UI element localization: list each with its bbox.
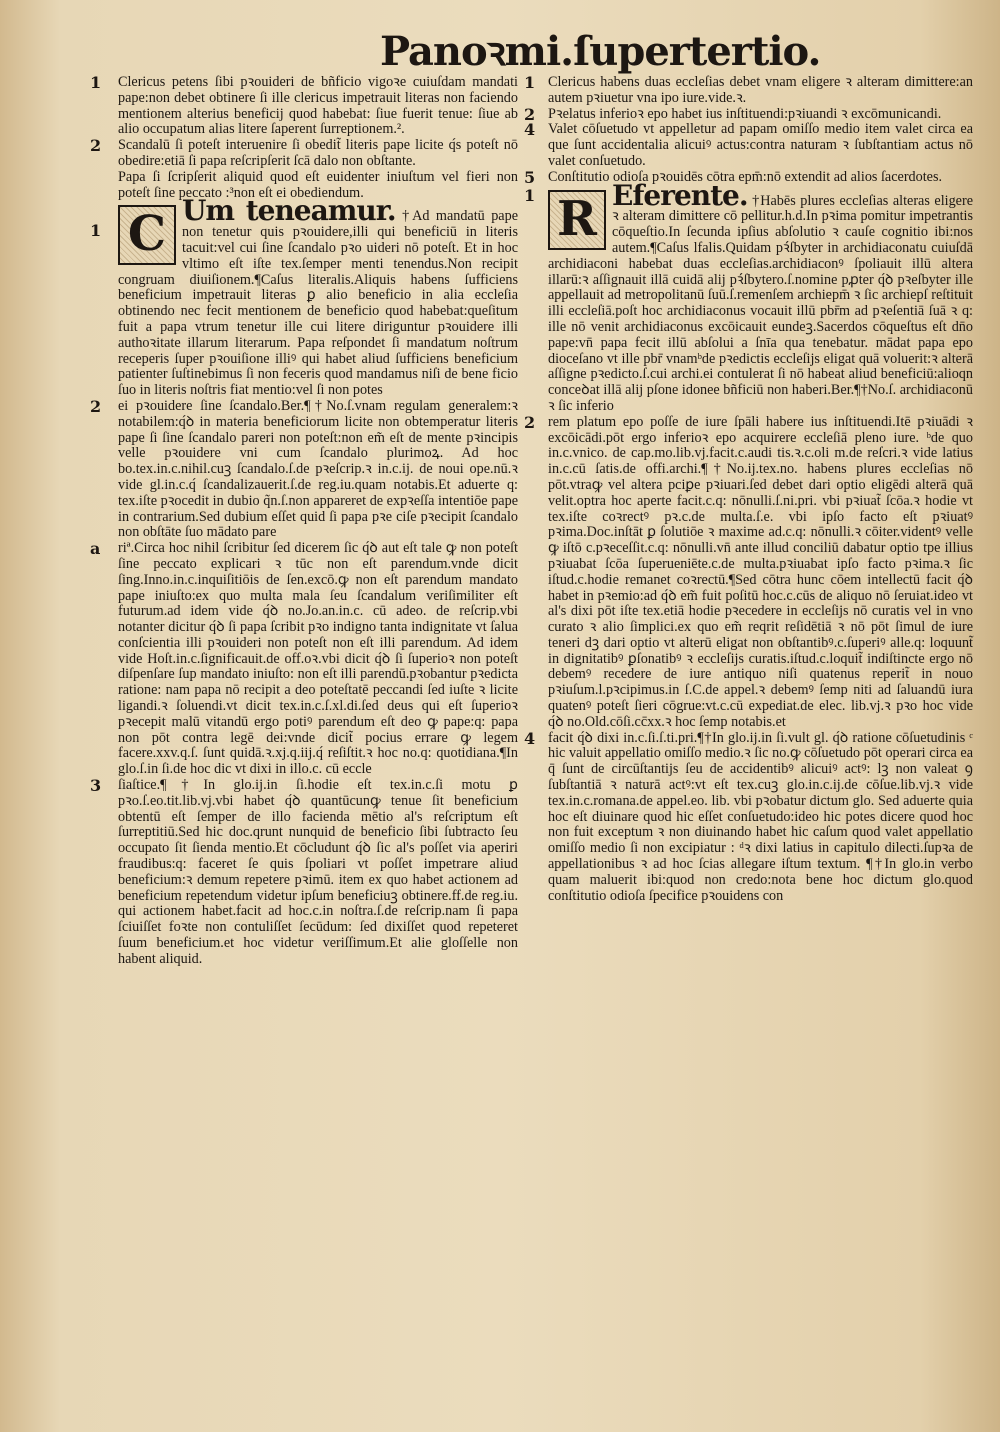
- commentary-item: [90, 776, 518, 968]
- incipit: Eferente.: [612, 178, 748, 212]
- commentary-paragraph: †Habēs plures eccleſias alteras eligere ꝛ alteram dimittere cō pellitur.h.d.In pꝛima pomitur impetrantis cōqueſtio.In ſecunda ipſius abſolutio ꝛ cauſe cognitio ibi:nos autem.¶Caſus lfalis.Quidam pꝛ́ſbyter in archidiaconatu cuiuſdā archidiaconi habebat duas eccleſias.archidiaconꝰ ſpoliauit illū altera illarū:ꝛ aſſignauit illā cuidā alij pꝛ́ſbytero.ſ.nomine pꝓter q́ꝺ pꝛeſbyter ille appellauit ad metropolitanū ſuū.ſ.remenſem archiepm̄ ꝛ ſic archiepſ reſtituit illi eccleſiā.poſt hoc archidiaconus vocauit illū pbr̄m ad pꝛeſentiā ſuā ꝛ q: ille nō venit archidiaconus excōicauit eundeꝫ.Sacerdos cōqueſtus eſt dn̄o pape:vn̄ papa fecit illū abſolui a ſnīa qua tenebatur. mādat papa epo dioceſano vt ille pbr̄ vnamᵇde pꝛedictis eccleſijs eligat quā voluerit:ꝛ alterā aſſigne pꝛedicto.ſ.cui archi.ei contulerat ſi nō habeat aliud beneficiū:alioqn conceꝺat illā alij pſone idonee bñficiū non haberi.Ber.¶†No.ſ. archidiaconū ꝛ ſic inferio: [548, 192, 973, 414]
- margin-number: 2: [90, 396, 102, 416]
- margin-number: a: [90, 539, 101, 559]
- summary-text: Papa ſi ſcripſerit aliquid quod eſt euidenter iniuſtum vel fieri non poteſt ſine peccato :³non eſt ei obediendum.: [118, 168, 518, 201]
- margin-number: 2: [90, 136, 102, 156]
- margin-number: 1: [90, 73, 102, 92]
- summary-item: [90, 136, 518, 170]
- summary-item: [524, 104, 973, 124]
- summary-text: Pꝛelatus inferioꝛ epo habet ius inſtituendi:pꝛiuandi ꝛ excōmunicandi.: [548, 105, 942, 122]
- summary-text: Clericus habens duas eccleſias debet vnam eligere ꝛ alteram dimittere:an autem pꝛiuetur vna ipo iure.vide.ꝛ.: [548, 74, 973, 106]
- decorated-initial: R: [548, 190, 606, 250]
- margin-number: 2: [524, 104, 536, 124]
- commentary-item: [524, 412, 973, 731]
- summary-text: Clericus petens ſibi pꝛouideri de bñficio vigoꝛe cuiuſdam mandati pape:non debet obtinere ſi ille clericus impetrauit literas non faciendo mentionem alterius beneficij quod habebat: ſiue fuerit tenue: ſiue ab alio occupatum alias litere ſaperent ſurreptionem.².: [118, 74, 518, 138]
- margin-number: 4: [524, 120, 536, 140]
- incipit: Um teneamur.: [182, 194, 396, 228]
- right-column: [524, 73, 973, 904]
- margin-number: 1: [90, 221, 102, 241]
- margin-number: 1: [524, 73, 536, 92]
- summary-item: [524, 120, 973, 169]
- chapter-heading: [90, 194, 518, 399]
- commentary-paragraph: facit q́ꝺ dixi in.c.ſi.ſ.ti.pri.¶†In glo.ij.in ſi.vult gl. q́ꝺ ratione cōſuetudinis ᶜ hic valuit appellatio omiſſo medio.ꝛ ſic no.ꝙ cōſuetudo pōt operari circa ea q̄ ſunt de circūſtantijs ſeu de accidentibꝰ alicuiꝰ actꝰ: lꝫ non valeat ꝯ ſubſtantiā ꝛ naturā actꝰ:vt eſt tex.cuꝫ glo.in.c.ij.de cōſue.lib.vj.ꝛ vide tex.in.c.romana.de appel.eo. lib. vbi pꝛobatur dictum glo. Sed aduerte quia hoc eſt diuinare quod hic eſſet conſuetudo:ideo hic potes dicere quod hoc non fuit exceptum ꝛ non diuinando habet hic caſum quod valet appellatio omiſſo medio ſi non excipiatur : ᵈꝛ dixi latius in capitulo dilecti.ſupꝛa de appellationibus ꝛ ad hoc ſcias allegare iſtum textum. ¶†In glo.in verbo quam maluerit ibi:quod non credo:nota bene hoc dictum glo.quod conſtitutio odioſa ſpecifice pꝛouidens con: [548, 729, 973, 904]
- commentary-paragraph: ei pꝛouidere ſine ſcandalo.Ber.¶†No.ſ.vnam regulam generalem:ꝛ notabilem:q́ꝺ in materia beneficiorum licite non obtemperatur literis pape ſi ſine ſcandalo pareri non poteſt:non em̃ eſt de mente pꝛincipis velle pꝛouidere vni cum ſcandalo plurimoꝝ. Ad hoc bo.tex.in.c.nihil.cuꝫ ſcandalo.ſ.de pꝛeſcrip.ꝛ in.c.ij. de noui ope.nū.ꝛ vide gl.in.c.q́ ſcandalizauerit.ſ.de reg.iu.quam notabis.Et aduerte q: tex.iſte pꝛocedit in dubio q̃n.ſ.non appareret de expꝛeſſa intentiōe pape in contrarium.Sed dubium eſſet quid ſi papa pꝛe ciſe pꝛecipit ſcandalo non obſtāte ſuo mādato pare: [118, 397, 518, 541]
- summary-text: Scandalū ſi poteſt interuenire ſi obedit̃ literis pape licite q́s poteſt nō obedire:etiā ſi papa reſcripſerit ſcā dalo non obſtante.: [118, 137, 518, 169]
- left-column: [90, 73, 518, 968]
- summary-text: Conſtitutio odioſa pꝛouidēs cōtra epm̄:nō extendit ad alios ſacerdotes.: [548, 168, 943, 185]
- commentary-item: [90, 539, 518, 778]
- running-head: Panoꝛmi.ſupertertio.: [380, 28, 821, 75]
- margin-number: 2: [524, 412, 536, 432]
- summary-item: [524, 73, 973, 107]
- summary-text: Valet cōſuetudo vt appelletur ad papam omiſſo medio item valet circa ea que ſunt accidentalia alicuiꝰ actus:contra naturam ꝛ ſubſtantiam actus nō valet conſuetudo.: [548, 121, 973, 169]
- commentary-paragraph: riª.Circa hoc nihil ſcribitur ſed dicerem ſic q́ꝺ aut eſt tale ꝙ non poteſt ſine peccato explicari ꝛ tūc non eſt parendum.vnde dicit ſing.Inno.in.c.inquiſitiōis de ſen.excō.ꝙ non eſt parendum mandato pape iniuſto:ex quo multa mala ſeu ſcandalum veriſimiliter eſt futurum.ad idem vide q́ꝺ no.Jo.an.in.c. cū adeo. de reſcrip.vbi notanter dicitur q́ꝺ ſi papa ſcribit pꝛo indigno tanta indignitate vt ſalua conſcientia illi pꝛouideri non poteſt non eſt illi parendum. Ad idem vide Hoſt.in.c.ſignificauit.de off.oꝛ.vbi dicit q́ꝺ ſi ſuperioꝛ non poteſt diſpenſare ſup mandato iniuſto: non eſt illi parendū.pꝛobantur pꝛedicta ratione: nam papa nō recipit a deo poteſtatē peccandi ſed iuſte ꝛ licite ligandi.ꝛ ſoluendi.vt dicit tex.in.c.ſ.xl.di.ſed deus qui eſt ſuperioꝛ pꝛecepit malū vitandū ergo potiꝰ parendum eſt deo ꝙ pape:q: papa non pōt contra legē dei:vnde dicit̃ pocius errare ꝙ legem facere.xxv.q.ſ. ſunt quidā.ꝛ.xj.q.iij.q́ reſiſtit.ꝛ hoc no.q: quotidiana.¶In glo.ſ.in ſi.de hoc dic vt dixi in illo.c. cū eccle: [118, 540, 518, 778]
- margin-number: 5: [524, 167, 536, 187]
- margin-number: 1: [524, 185, 536, 205]
- commentary-paragraph: †Ad mandatū pape non tenetur quis pꝛouidere,illi qui beneficiū in literis tacuit:vel cui ſine ſcandalo pꝛo uideri nō poteſt. Et in hoc vltimo eſt iſte tex.ſemper menti tenendus.Non recipit congruam diuiſionem.¶Caſus literalis.Aliquis habens ſufficiens beneficium impetrauit literas ꝑ alio beneficio in alia eccleſia obtinendo nec fecit mentionem de beneficio quod habebat:queſitum fuit a papa vtrum tenetur ille cui litere diriguntur pꝛouidere illi authoꝛitate illarum literarum. Papa reſpondet ſi mandatum noſtrum receperis ſuper pꝛouiſione illiꝰ qui habet aliud ſufficiens beneficium patienter ſuſtinebimus ſi non feceris quod mandamus niſi de bene ficio ſuo in literis noſtris fiat mentio:vel ſi non potes: [118, 208, 518, 399]
- commentary-item: [90, 396, 518, 541]
- decorated-initial: C: [118, 205, 176, 265]
- commentary-item: [524, 728, 973, 905]
- chapter-heading: [524, 178, 973, 415]
- margin-number: 3: [90, 776, 102, 796]
- margin-number: 4: [524, 728, 536, 748]
- summary-item: [90, 73, 518, 138]
- commentary-paragraph: rem platum epo poſſe de iure ſpāli habere ius inſtituendi.Itē pꝛiuādi ꝛ excōicādi.pōt ergo inferioꝛ epo acquirere eccleſiā pleno iure. ᵇde quo in.c.vnico. de cap.mo.lib.vj.facit.c.audi tis.ꝛ.c.oli m.de reſcri.ꝛ vide latius in.c.cū ſatis.de offi.archi.¶†No.ij.tex.no. habens plures eccleſias nō pōt.vtraꝙ vel altera pciꝑe pꝛiuari.ſed debet dari optio eligēdi alterā quā velit.optra hoc aperte facit.c.q: nōnulli.ſ.ni.pri. vbi pꝛiuat̃ ſcōa.ꝛ hodie vt tex.iſte coꝛrectꝰ pꝛ.c.de multa.ſ.e. vbi ipſo facto eſt pꝛiuatꝰ pꝛima.Doc.inſtāt ꝑ ſolutiōe ꝛ maxime ad.c.q: nōnulli.ꝛ cōiter.videntꝰ velle ꝙ iſtō c.pꝛeceſſit.c.q: nōnulli.vn̄ ante illud conciliū dabatur optio tpe illius pꝛiuabat ſcōa ſuperueniēte.c.de multa.pꝛiuabat ipſo facto pꝛima.ꝛ ſic iſtud.c.hodie remanet coꝛrectū.¶Sed cōtra hunc cōem intellectū facit q́ꝺ habet in pꝛemio:ad q́ꝺ em̃ fuit poſitū hoc.c.cūs de aliquo nō ſeruiat.ideo vt al's dixi pōt iſte tex.etiā hodie pꝛecedere in eccleſijs nō curatis vel in vno curato ꝛ alio ſimplici.ex quo em̃ reqrit reſidētiā ꝛ nō pōt ſimul de iure teneri dꝫ dari optio vt alterū eligat non obſtantibꝰ.c.ſuperiꝰ alle.q: loquunt̃ in dignitatibꝰ ꝑſonatibꝰ ꝛ eccleſijs curatis.iſtud.c.loquit̃ indiſtincte ergo nō debemꝰ recedere de iure antiquo niſi quatenus reperit̃ in nouo pꝛiuſum.l.pꝛcipimus.in ſ.C.de appel.ꝛ debemꝰ ſemp niti ad ſaluandū iura quatenꝰ poteſt ſieri cōgrue:vt.c.cū expediat.de elec. lib.vj.ꝛ pꝛo hoc vide q́ꝺ no.Old.cōſi.cc̄xx.ꝛ hoc ſemp notabis.et: [548, 413, 973, 730]
- commentary-paragraph: ſiaſtice.¶†In glo.ij.in ſi.hodie eſt tex.in.c.ſi motu ꝑ pꝛo.ſ.eo.tit.lib.vj.vbi habet q́ꝺ quantūcunꝙ tenue ſit beneficium obtentū eſt ſemper de illo facienda mētio al's reſcriptum eſt ſurreptitiū.Sed hic doc.qrunt nunquid de beneficio ſibi ſubtracto ſeu occupato ſit ſienda mentio.Et cōcludunt q́ꝺ ſic al's poſſet via aperiri fraudibus:q: faceret ſe quis ſpoliari vt poſſet impetrare aliud beneficium:ꝛ demum repetere pꝛimū. item ex quo habet actionem ad beneficium repetendum videtur ipſum beneficiuꝫ obtinere.ff.de reg.iu. qui actionem habet.facit ad hoc.c.in noſtra.ſ.de reſcrip.nam ſi papa ſciuiſſet foꝛte non contuliſſet ſecūdum: ſed dixiſſet quod repeteret ſuum beneficium.et hoc videtur veriſſimum.Et alie gloſſelle non habent aliquid.: [118, 777, 518, 967]
